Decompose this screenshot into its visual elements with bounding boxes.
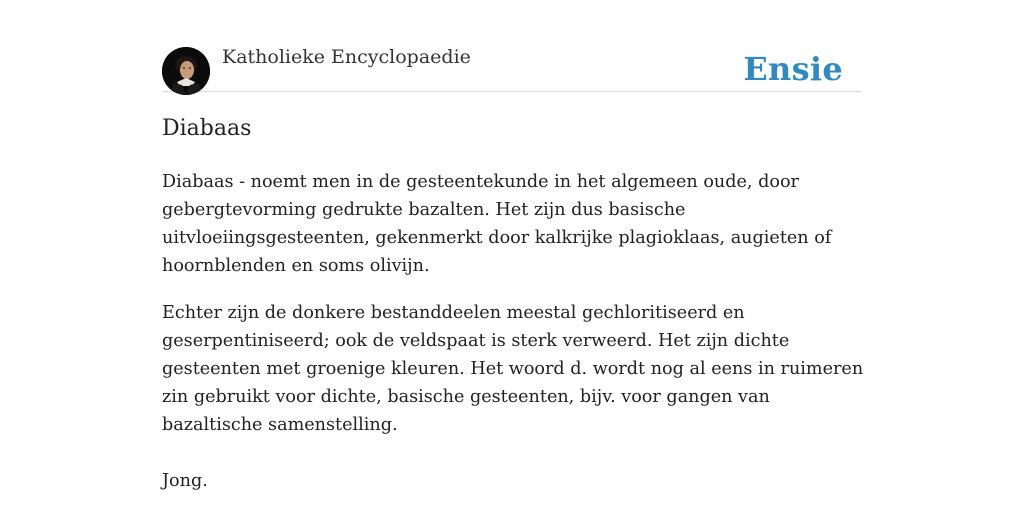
article-paragraph: Echter zijn de donkere bestanddeelen meestal gechloritiseerd en geserpentiniseerd; ook de veldspaat is sterk verweerd. Het zijn dichte gesteenten met groenige kleuren. Het woord d. wordt nog al eens in ruimeren zin gebruikt voor dichte, basische gesteenten, bijv. voor gangen van bazaltische samenstelling. <box>162 303 864 435</box>
article-body <box>162 168 866 512</box>
header <box>162 0 862 92</box>
article-author: Jong. <box>162 471 208 491</box>
portrait-avatar-icon[interactable] <box>162 47 210 95</box>
site-name[interactable]: Katholieke Encyclopaedie <box>222 46 471 68</box>
article-paragraph: Diabaas - noemt men in de gesteentekunde in het algemeen oude, door gebergtevorming gedrukte bazalten. Het zijn dus basische uitvloeiingsgesteenten, gekenmerkt door kalkrijke plagioklaas, augieten of hoornblenden en soms olivijn. <box>162 172 832 276</box>
page-title: Diabaas <box>162 116 252 141</box>
brand-logo[interactable]: Ensie <box>743 50 843 88</box>
page <box>162 0 864 491</box>
